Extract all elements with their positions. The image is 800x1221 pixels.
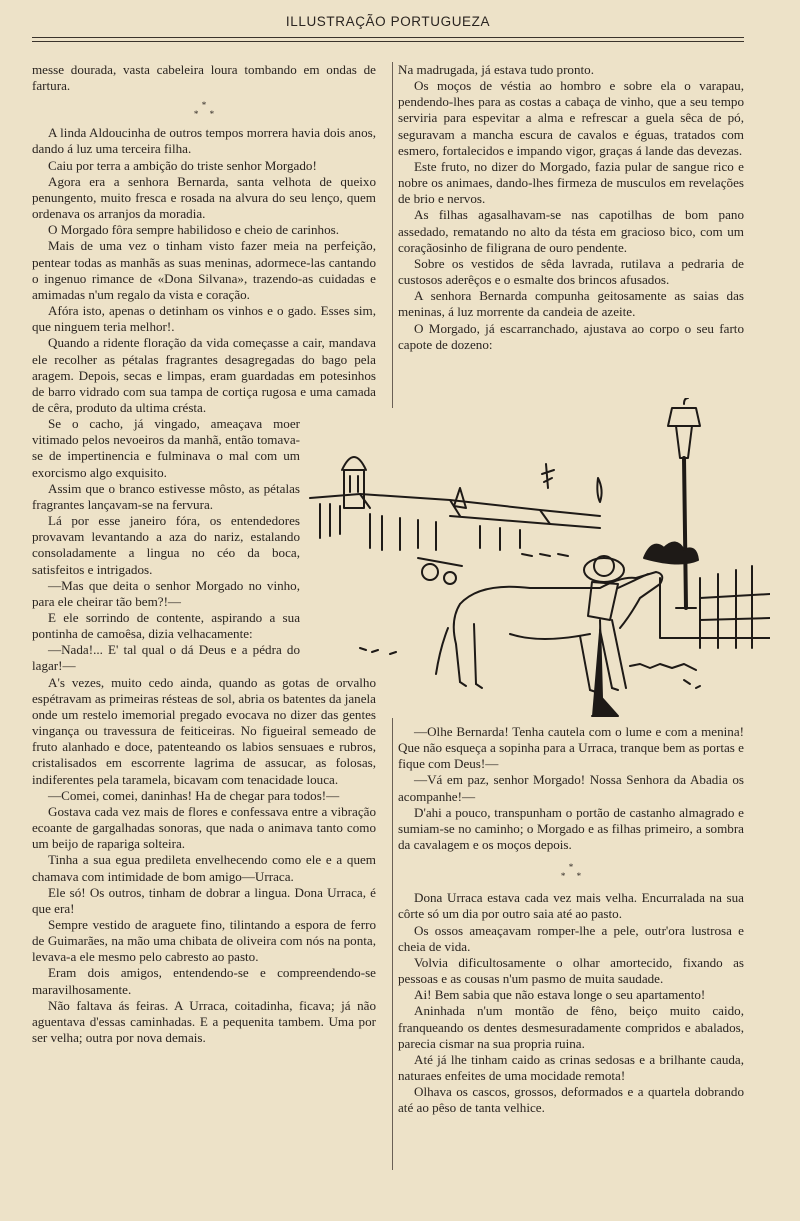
paragraph: messe dourada, vasta cabeleira loura tombando em ondas de fartura. (32, 62, 376, 94)
paragraph: —Nada!... E' tal qual o dá Deus e a pédra do lagar!— (32, 642, 300, 674)
paragraph: —Mas que deita o senhor Morgado no vinho, para ele cheirar tão bem?!— (32, 577, 300, 609)
section-stars: * * * (560, 862, 582, 882)
right-column-top (398, 62, 744, 353)
paragraph: Dona Urraca estava cada vez mais velha. Encurralada na sua côrte só um dia por outro saia até ao pasto. (398, 890, 744, 922)
paragraph: Sempre vestido de araguete fino, tilintando a espora de ferro de Guimarães, na mão uma chibata de oliveira com nós na ponta, levava-a ele mesmo pelo cabresto ao pasto. (32, 916, 376, 965)
paragraph: A's vezes, muito cedo ainda, quando as gotas de orvalho espétravam as primeiras résteas de sol, abria os batentes da janela onde um restelo imemorial pregado evocava no dizer das gentes vingança ou travessura de feiticeiras. No figueiral semeado de fruto alanhado e doce, patenteando os labios sensuaes e rubros, cristalisados em escorrente lagrima de assucar, as folosas, indiferentes pela taramela, bicavam com tenacidade louca. (32, 674, 376, 787)
section-stars: * * * (193, 100, 215, 120)
paragraph: Gostava cada vez mais de flores e confessava entre a vibração ecoante de gargalhadas sonoras, que nada o animava tanto como um beijo de rapariga solteira. (32, 803, 376, 852)
paragraph: A linda Aldoucinha de outros tempos morrera havia dois anos, dando á luz uma terceira filha. (32, 125, 376, 157)
paragraph: Os ossos ameaçavam romper-lhe a pele, outr'ora lustrosa e cheia de vida. (398, 922, 744, 954)
paragraph: Na madrugada, já estava tudo pronto. (398, 62, 594, 77)
paragraph: O Morgado fôra sempre habilidoso e cheio de carinhos. (48, 222, 340, 238)
paragraph: Os moços de véstia ao hombro e sobre ela o varapau, pendendo-lhes para as costas a cabaça de vinho, que a seu tempo serviria para espevitar a alma e refrescar a guela sêca de pó, seguravam a mancha escura de cavalos e éguas, tratados com esmero, fortalecidos e impando vigor, graças á lande das devezas. (398, 78, 744, 158)
paragraph: A senhora Bernarda compunha geitosamente as saias das meninas, á luz morrente da candeia de azeite. (398, 288, 744, 320)
right-column-bottom (398, 724, 744, 1116)
paragraph: Até já lhe tinham caido as crinas sedosas e a brilhante cauda, naturaes enfeites de uma mocidade remota! (398, 1051, 744, 1083)
paragraph: Lá por esse janeiro fóra, os entendedores provavam levantando a aza do nariz, estalando consoladamente a lingua no céo da boca, satisfeitos e intrigados. (32, 513, 300, 577)
paragraph: D'ahi a pouco, transpunham o portão de castanho almagrado e sumiam-se no caminho; o Morgado e as filhas primeiro, a sombra da cavalagem e os moços depois. (398, 804, 744, 853)
paragraph: —Comei, comei, daninhas! Ha de chegar para todos!— (48, 787, 340, 803)
paragraph: Tinha a sua egua predileta envelhecendo como ele e a quem chamava com intimidade de bom amigo—Urraca. (32, 852, 376, 884)
paragraph: Assim que o branco estivesse môsto, as pétalas fragrantes lançavam-se na fervura. (32, 480, 300, 512)
paragraph: Volvia dificultosamente o olhar amortecido, fixando as pessoas e as cousas n'um pasmo de muita saudade. (398, 954, 744, 987)
paragraph: Ele só! Os outros, tinham de dobrar a lingua. Dona Urraca, é que era! (32, 884, 376, 916)
header-rule (32, 37, 744, 38)
column-divider (392, 62, 393, 408)
paragraph: Afóra isto, apenas o detinham os vinhos e o gado. Esses sim, que ninguem teria melhor!. (32, 303, 376, 335)
horse-and-rider-illustration (300, 398, 770, 722)
paragraph: Agora era a senhora Bernarda, santa velhota de queixo penungento, muito fresca e rosada na alvura do seu lenço, quem ordenava os arranjos da moradia. (32, 173, 376, 222)
paragraph: Mais de uma vez o tinham visto fazer meia na perfeição, pentear todas as manhãs as suas meninas, adormece-las cantando o ingenuo rimance de «Dona Silvana», trazendo-as cuidadas e amimadas n'um regalo da vista e coração. (32, 238, 376, 302)
paragraph: Caiu por terra a ambição do triste senhor Morgado! (48, 157, 317, 173)
paragraph: Sobre os vestidos de sêda lavrada, rutilava a pedraria de custosos aderêços e o esmalte dos brincos afusados. (398, 255, 744, 288)
paragraph: —Olhe Bernarda! Tenha cautela com o lume e com a menina! Que não esqueça a sopinha para a Urraca, tranque bem as portas e fique com Deus!— (398, 724, 744, 772)
page-header: ILLUSTRAÇÃO PORTUGUEZA (285, 14, 491, 29)
paragraph: Se o cacho, já vingado, ameaçava moer vitimado pelos nevoeiros da manhã, então tomava-se de impertinencia e fulminava o mal com um exorcismo algo exquisito. (32, 416, 300, 480)
paragraph: Ai! Bem sabia que não estava longe o seu apartamento! (414, 987, 706, 1003)
paragraph: Este fruto, no dizer do Morgado, fazia pular de sangue rico e nobre os animaes, dando-lhes firmeza de musculos em revelações de brio e nervos. (398, 158, 744, 207)
column-divider (392, 718, 393, 1170)
paragraph: O Morgado, já escarranchado, ajustava ao corpo o seu farto capote de dozeno: (398, 320, 744, 352)
paragraph: Olhava os cascos, grossos, deformados e a quartela dobrando até ao pêso de tanta velhice. (398, 1084, 744, 1116)
paragraph: Não faltava ás feiras. A Urraca, coitadinha, ficava; já não aguentava d'essas caminhadas. E a pequenita tambem. Uma por ser velha; outra por nova demais. (32, 997, 376, 1046)
paragraph: As filhas agasalhavam-se nas capotilhas de bom pano assedado, rematando no alto da tésta em gracioso bico, com um coraçãosinho de filigrana de ouro pendente. (398, 207, 744, 255)
paragraph: Aninhada n'um montão de fêno, beiço muito caido, franqueando os dentes desmesuradamente compridos e abalados, parecia cismar na sua propria ruina. (398, 1003, 744, 1051)
paragraph: Eram dois amigos, entendendo-se e compreendendo-se maravilhosamente. (32, 965, 376, 997)
text-wrap-around-illustration (32, 416, 300, 675)
header-rule (32, 41, 744, 42)
paragraph: E ele sorrindo de contente, aspirando a sua pontinha de camoêsa, dizia velhacamente: (32, 610, 300, 642)
paragraph: —Vá em paz, senhor Morgado! Nossa Senhora da Abadia os acompanhe!— (398, 772, 744, 804)
paragraph: Quando a ridente floração da vida começasse a cair, mandava ele recolher as pétalas fragrantes desagregadas do bago pela aragem. Depois, secas e limpas, eram guardadas em potesinhos de barro vidrado com sua tampa de cortiça rugosa e uma camada de cêra, produto da ultima crésta. (32, 335, 376, 415)
